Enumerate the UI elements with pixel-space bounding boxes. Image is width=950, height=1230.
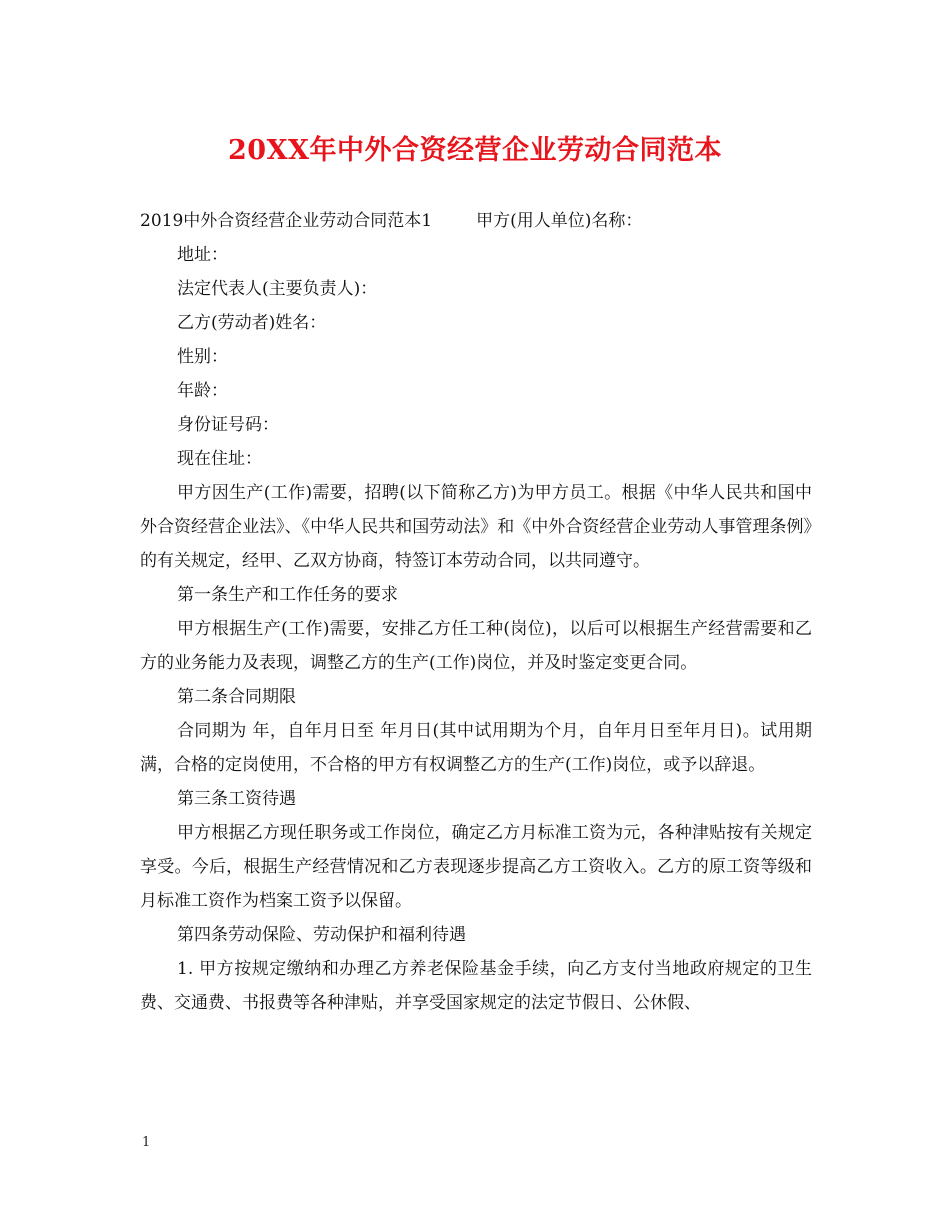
field-gender: 性别： bbox=[177, 347, 228, 367]
document-body bbox=[140, 204, 812, 1020]
section-heading-2: 第二条合同期限 bbox=[177, 687, 296, 707]
field-current-address: 现在住址： bbox=[177, 449, 262, 469]
section-heading-1: 第一条生产和工作任务的要求 bbox=[177, 585, 398, 605]
section-heading-3: 第三条工资待遇 bbox=[177, 789, 296, 809]
paragraph-section-2: 合同期为 年，自年月日至 年月日(其中试用期为个月，自年月日至年月日)。试用期满，合格的定岗使用，不合格的甲方有权调整乙方的生产(工作)岗位，或予以辞退。 bbox=[140, 721, 812, 775]
header-left: 2019中外合资经营企业劳动合同范本1 bbox=[140, 211, 433, 231]
paragraph-section-1: 甲方根据生产(工作)需要，安排乙方任工种(岗位)，以后可以根据生产经营需要和乙方的业务能力及表现，调整乙方的生产(工作)岗位，并及时鉴定变更合同。 bbox=[140, 619, 812, 673]
field-legal-representative: 法定代表人(主要负责人)： bbox=[177, 279, 378, 299]
page-number: 1 bbox=[142, 1135, 151, 1150]
paragraph-section-4: 1. 甲方按规定缴纳和办理乙方养老保险基金手续，向乙方支付当地政府规定的卫生费、交通费、书报费等各种津贴，并享受国家规定的法定节假日、公休假、 bbox=[140, 959, 812, 1013]
field-age: 年龄： bbox=[177, 381, 228, 401]
document-title: 20XX年中外合资经营企业劳动合同范本 bbox=[228, 135, 722, 166]
header-line bbox=[140, 204, 812, 238]
paragraph-section-3: 甲方根据乙方现任职务或工作岗位，确定乙方月标准工资为元，各种津贴按有关规定享受。今后，根据生产经营情况和乙方表现逐步提高乙方工资收入。乙方的原工资等级和月标准工资作为档案工资予以保留。 bbox=[140, 823, 812, 911]
field-employee-name: 乙方(劳动者)姓名： bbox=[177, 313, 327, 333]
paragraph-intro: 甲方因生产(工作)需要，招聘(以下简称乙方)为甲方员工。根据《中华人民共和国中外合资经营企业法》、《中华人民共和国劳动法》和《中外合资经营企业劳动人事管理条例》的有关规定，经甲、乙双方协商，特签订本劳动合同，以共同遵守。 bbox=[140, 483, 812, 571]
header-right: 甲方(用人单位)名称： bbox=[476, 211, 643, 231]
field-id-number: 身份证号码： bbox=[177, 415, 279, 435]
field-address: 地址： bbox=[177, 245, 228, 265]
section-heading-4: 第四条劳动保险、劳动保护和福利待遇 bbox=[177, 925, 466, 945]
